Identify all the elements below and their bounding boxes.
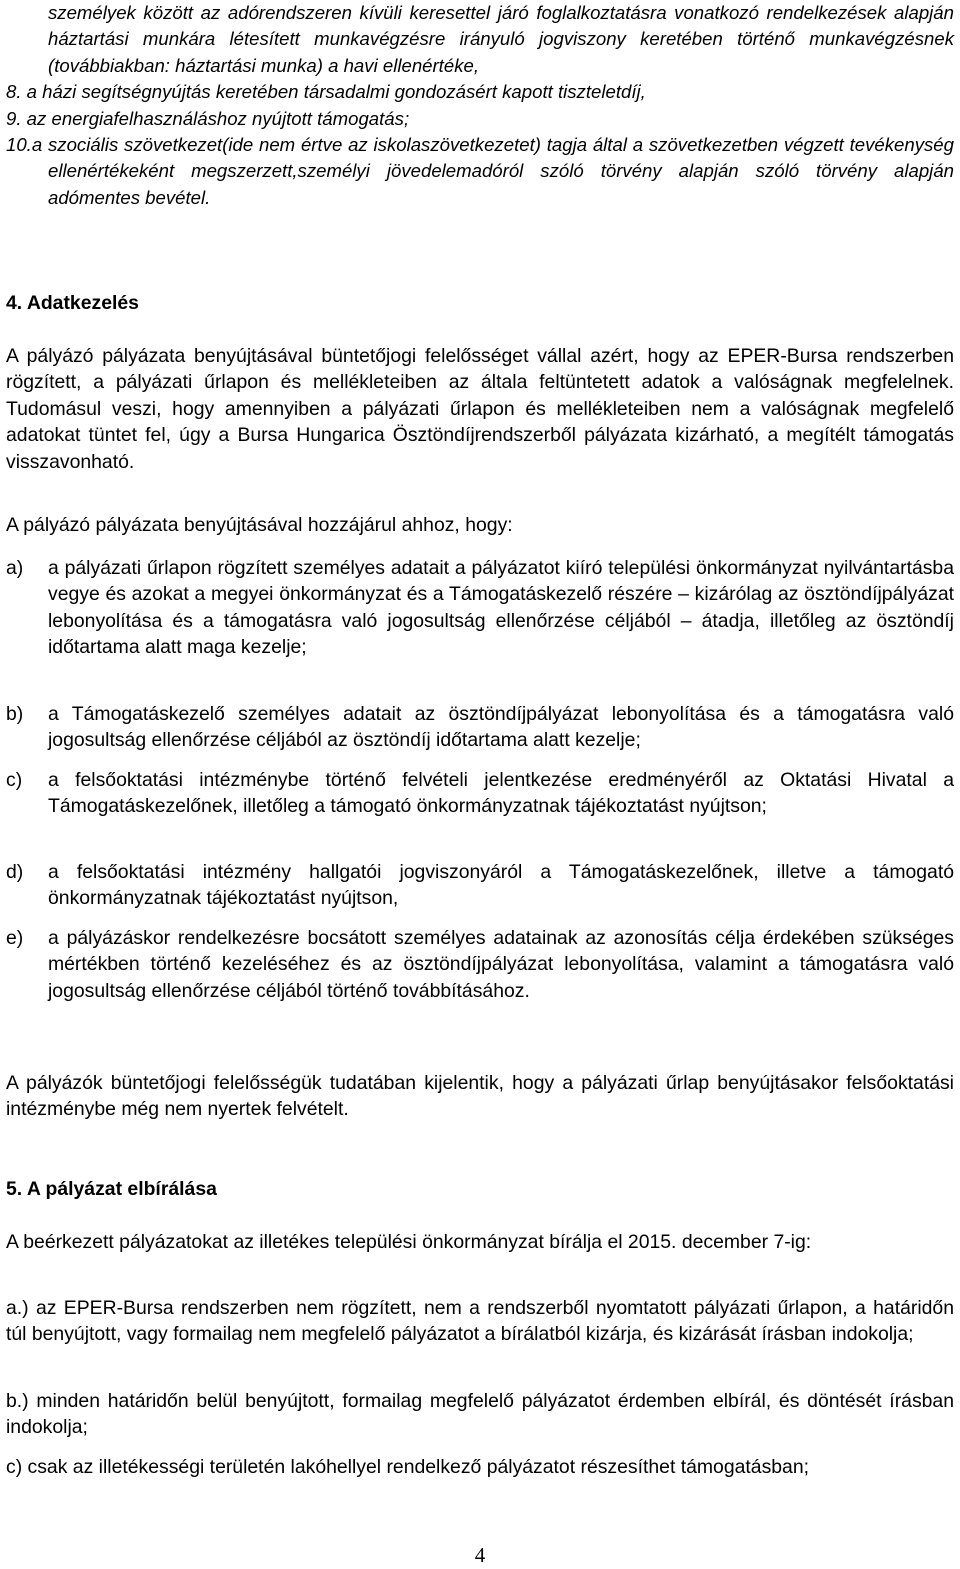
intro-continuation: személyek között az adórendszeren kívüli keresettel járó foglalkoztatásra vonatkozó rendelkezések alapján háztartási munkára létesített munkavégzésre irányuló jogviszony keretében történő munkavégzésnek (továbbiakban: háztartási munka) a havi ellenértéke, xyxy=(48,2,954,76)
consent-item-d-text: a felsőoktatási intézmény hallgatói jogviszonyáról a Támogatáskezelőnek, illetve a támogató önkormányzatnak tájékoztatást nyújtson, xyxy=(48,861,954,910)
consent-item-d xyxy=(6,859,954,912)
section-4-paragraph-1: A pályázó pályázata benyújtásával büntetőjogi felelősséget vállal azért, hogy az EPER-Bursa rendszerben rögzített, a pályázati űrlapon és mellékleteiben az általa feltüntetett adatok a valóságnak megfelelnek. Tudomásul veszi, hogy amennyiben a pályázati űrlapon és mellékleteiben nem a valóságnak megfelelő adatokat tüntet fel, úgy a Bursa Hungarica Ösztöndíjrendszerből pályázata kizárható, a megítélt támogatás visszavonható. xyxy=(6,345,954,473)
page-number: 4 xyxy=(474,1543,486,1567)
consent-item-c-label: c) xyxy=(6,769,23,791)
intro-list xyxy=(6,0,954,211)
consent-item-e xyxy=(6,925,954,1004)
section-4-paragraph-2: A pályázó pályázata benyújtásával hozzájárul ahhoz, hogy: xyxy=(6,514,513,536)
section-5-item-b: b.) minden határidőn belül benyújtott, formailag megfelelő pályázatot érdemben elbírál, és döntését írásban indokolja; xyxy=(6,1390,954,1439)
section-4-heading: 4. Adatkezelés xyxy=(6,292,139,314)
consent-item-e-text: a pályázáskor rendelkezésre bocsátott személyes adatainak az azonosítás célja érdekében szükséges mértékben történő kezeléséhez és az ösztöndíjpályázat lebonyolítása, valamint a támogatásra való jogosultság ellenőrzése céljából történő továbbításához. xyxy=(48,927,954,1002)
consent-item-b xyxy=(6,701,954,754)
consent-item-c xyxy=(6,767,954,820)
section-5-item-c: c) csak az illetékességi területén lakóhellyel rendelkező pályázatot részesíthet támogatásban; xyxy=(6,1456,809,1478)
consent-item-d-label: d) xyxy=(6,861,24,883)
consent-item-a-label: a) xyxy=(6,557,24,579)
intro-item-8: 8. a házi segítségnyújtás keretében társadalmi gondozásért kapott tiszteletdíj, xyxy=(6,81,646,103)
section-5-item-a: a.) az EPER-Bursa rendszerben nem rögzített, nem a rendszerből nyomtatott pályázati űrlapon, a határidőn túl benyújtott, vagy formailag nem megfelelő pályázatot a bírálatból kizárja, és kizárását írásban indokolja; xyxy=(6,1297,954,1346)
consent-item-a-text: a pályázati űrlapon rögzített személyes adatait a pályázatot kiíró települési önkormányzat nyilvántartásba vegye és azokat a megyei önkormányzat és a Támogatáskezelő részére – kizárólag az ösztöndíjpályázat lebonyolítása és a támogatásra való jogosultság ellenőrzése céljából – átadja, illetőleg az ösztöndíj időtartama alatt maga kezelje; xyxy=(48,557,954,659)
intro-item-10: 10.a szociális szövetkezet(ide nem értve az iskolaszövetkezetet) tagja által a szövetkezetben végzett tevékenység ellenértékeként megszerzett,személyi jövedelemadóról szóló törvény alapján szóló törvény alapján adómentes bevétel. xyxy=(6,134,954,208)
consent-item-a xyxy=(6,555,954,661)
section-5-paragraph-1: A beérkezett pályázatokat az illetékes települési önkormányzat bírálja el 2015. december 7-ig: xyxy=(6,1231,812,1253)
section-5-heading: 5. A pályázat elbírálása xyxy=(6,1178,217,1200)
consent-item-e-label: e) xyxy=(6,927,24,949)
intro-item-9: 9. az energiafelhasználáshoz nyújtott támogatás; xyxy=(6,107,410,129)
consent-item-b-label: b) xyxy=(6,703,24,725)
section-4-paragraph-3: A pályázók büntetőjogi felelősségük tudatában kijelentik, hogy a pályázati űrlap benyújtásakor felsőoktatási intézménybe még nem nyertek felvételt. xyxy=(6,1072,954,1121)
consent-item-c-text: a felsőoktatási intézménybe történő felvételi jelentkezése eredményéről az Oktatási Hivatal a Támogatáskezelőnek, illetőleg a támogató önkormányzatnak tájékoztatást nyújtson; xyxy=(48,769,954,818)
consent-item-b-text: a Támogatáskezelő személyes adatait az ösztöndíjpályázat lebonyolítása és a támogatásra való jogosultság ellenőrzése céljából az ösztöndíj időtartama alatt kezelje; xyxy=(48,703,954,752)
